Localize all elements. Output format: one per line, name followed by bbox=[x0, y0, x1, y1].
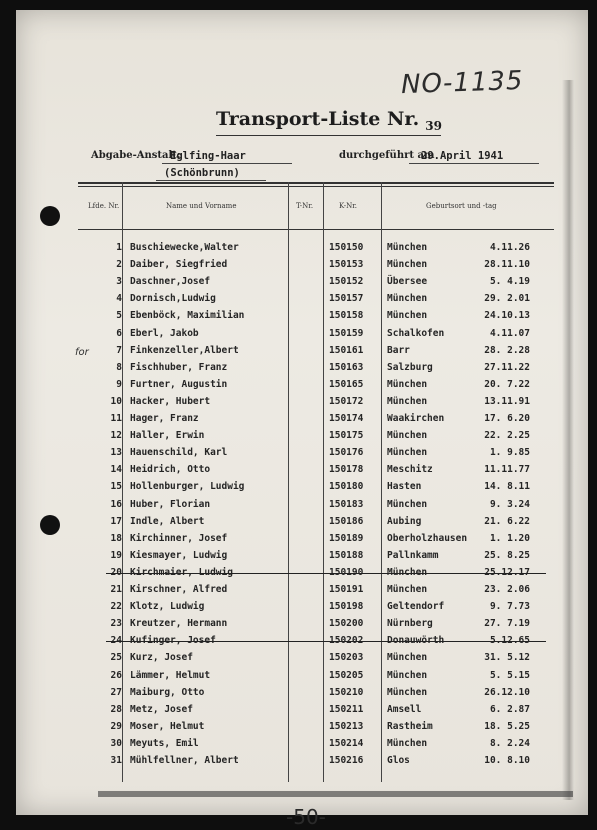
row-name: Finkenzeller,Albert bbox=[130, 344, 239, 356]
row-birthdate: 13.11.91 bbox=[484, 395, 530, 407]
row-birthplace: Barr bbox=[387, 344, 410, 356]
row-birthdate: 31. 5.12 bbox=[484, 652, 530, 664]
bottom-shadow-band bbox=[98, 791, 573, 797]
row-k-number: 150163 bbox=[329, 361, 364, 373]
row-index: 22 bbox=[110, 601, 122, 613]
table-row bbox=[16, 701, 588, 719]
row-birthplace: München bbox=[387, 293, 428, 305]
row-birthplace: München bbox=[387, 395, 428, 407]
row-k-number: 150153 bbox=[329, 259, 364, 271]
row-name: Hager, Franz bbox=[130, 413, 199, 424]
row-birthplace: München bbox=[387, 378, 428, 390]
row-birthdate: 28. 2.28 bbox=[484, 344, 530, 356]
row-name: Fischhuber, Franz bbox=[130, 361, 228, 373]
row-index: 11 bbox=[110, 413, 122, 424]
row-name: Ebenböck, Maximilian bbox=[130, 310, 245, 322]
row-name: Metz, Josef bbox=[130, 703, 193, 715]
row-birthplace: München bbox=[387, 737, 428, 749]
row-index: 24 bbox=[110, 635, 122, 647]
row-birthplace: München bbox=[387, 447, 428, 459]
row-name: Buschiewecke,Walter bbox=[130, 242, 239, 253]
row-name: Daiber, Siegfried bbox=[130, 259, 228, 271]
row-birthplace: Pallnkamm bbox=[387, 549, 439, 561]
row-k-number: 150157 bbox=[329, 293, 364, 305]
table-top-rule-2 bbox=[78, 186, 554, 187]
row-birthplace: Waakirchen bbox=[387, 413, 445, 424]
row-birthplace: Meschitz bbox=[387, 464, 433, 476]
column-header-t-nr: T-Nr. bbox=[296, 202, 314, 210]
row-name: Haller, Erwin bbox=[130, 430, 205, 442]
row-k-number: 150213 bbox=[329, 720, 364, 732]
row-index: 5 bbox=[116, 310, 122, 322]
row-k-number: 150202 bbox=[329, 635, 364, 647]
row-k-number: 150183 bbox=[329, 498, 364, 510]
row-birthplace: München bbox=[387, 430, 428, 442]
strikethrough-line bbox=[106, 573, 546, 574]
row-birthplace: Aubing bbox=[387, 515, 422, 527]
row-birthdate: 9. 3.24 bbox=[489, 498, 530, 510]
row-birthplace: München bbox=[387, 259, 428, 271]
row-k-number: 150161 bbox=[329, 344, 364, 356]
row-birthdate: 5.12.65 bbox=[489, 635, 530, 647]
column-header-birth: Geburtsort und -tag bbox=[426, 202, 497, 210]
table-row bbox=[16, 307, 588, 325]
row-k-number: 150186 bbox=[329, 515, 364, 527]
row-k-number: 150203 bbox=[329, 652, 364, 664]
row-birthdate: 21. 6.22 bbox=[484, 515, 530, 527]
row-name: Hauenschild, Karl bbox=[130, 447, 228, 459]
table-row bbox=[16, 342, 588, 360]
table-row bbox=[16, 718, 588, 736]
abgabe-sub-underline bbox=[156, 180, 266, 181]
row-index: 27 bbox=[110, 686, 122, 698]
row-index: 23 bbox=[110, 618, 122, 630]
row-birthdate: 10. 8.10 bbox=[484, 755, 530, 766]
table-row bbox=[16, 684, 588, 702]
row-birthplace: München bbox=[387, 686, 428, 698]
column-header-name: Name und Vorname bbox=[166, 202, 237, 210]
row-name: Kreutzer, Hermann bbox=[130, 618, 228, 630]
row-name: Dornisch,Ludwig bbox=[130, 293, 216, 305]
strikethrough-line bbox=[106, 641, 546, 642]
row-k-number: 150176 bbox=[329, 447, 364, 459]
row-birthdate: 29. 2.01 bbox=[484, 293, 530, 305]
row-birthdate: 18. 5.25 bbox=[484, 720, 530, 732]
row-name: Hollenburger, Ludwig bbox=[130, 481, 245, 493]
row-k-number: 150214 bbox=[329, 737, 364, 749]
table-row bbox=[16, 649, 588, 667]
row-birthdate: 1. 1.20 bbox=[489, 532, 530, 544]
row-k-number: 150158 bbox=[329, 310, 364, 322]
row-index: 17 bbox=[110, 515, 122, 527]
table-row bbox=[16, 393, 588, 411]
margin-note: for bbox=[75, 347, 89, 358]
table-row bbox=[16, 325, 588, 343]
row-name: Kirchinner, Josef bbox=[130, 532, 228, 544]
row-name: Kufinger, Josef bbox=[130, 635, 216, 647]
row-k-number: 150191 bbox=[329, 584, 364, 595]
row-index: 30 bbox=[110, 737, 122, 749]
row-name: Klotz, Ludwig bbox=[130, 601, 205, 613]
row-k-number: 150205 bbox=[329, 669, 364, 681]
row-name: Indle, Albert bbox=[130, 515, 205, 527]
abgabe-sub: (Schönbrunn) bbox=[164, 167, 240, 179]
table-row bbox=[16, 496, 588, 514]
row-index: 8 bbox=[116, 361, 122, 373]
row-k-number: 150165 bbox=[329, 378, 364, 390]
row-k-number: 150152 bbox=[329, 276, 364, 288]
row-birthdate: 5. 5.15 bbox=[489, 669, 530, 681]
table-row bbox=[16, 530, 588, 548]
row-k-number: 150198 bbox=[329, 601, 364, 613]
document-reference: NO-1135 bbox=[400, 65, 524, 101]
row-k-number: 150188 bbox=[329, 549, 364, 561]
row-birthplace: München bbox=[387, 584, 428, 595]
row-index: 10 bbox=[110, 395, 122, 407]
date-label: durchgeführt am bbox=[339, 150, 435, 161]
row-birthdate: 11.11.77 bbox=[484, 464, 530, 476]
row-k-number: 150172 bbox=[329, 395, 364, 407]
table-header-rule bbox=[78, 229, 554, 230]
row-index: 28 bbox=[110, 703, 122, 715]
row-name: Eberl, Jakob bbox=[130, 327, 199, 339]
row-birthdate: 4.11.26 bbox=[489, 242, 530, 253]
table-row bbox=[16, 547, 588, 565]
row-index: 14 bbox=[110, 464, 122, 476]
table-row bbox=[16, 615, 588, 633]
abgabe-underline bbox=[162, 163, 292, 164]
column-header-k-nr: K-Nr. bbox=[339, 202, 358, 210]
title-underline bbox=[216, 135, 441, 136]
row-name: Moser, Helmut bbox=[130, 720, 205, 732]
row-birthplace: Hasten bbox=[387, 481, 422, 493]
row-birthplace: Geltendorf bbox=[387, 601, 445, 613]
row-name: Mühlfellner, Albert bbox=[130, 755, 239, 766]
table-row bbox=[16, 410, 588, 428]
row-k-number: 150180 bbox=[329, 481, 364, 493]
row-birthplace: Rastheim bbox=[387, 720, 433, 732]
row-birthplace: Schalkofen bbox=[387, 327, 445, 339]
row-birthplace: München bbox=[387, 566, 428, 578]
table-row bbox=[16, 256, 588, 274]
row-k-number: 150216 bbox=[329, 755, 364, 766]
row-birthdate: 24.10.13 bbox=[484, 310, 530, 322]
row-index: 9 bbox=[116, 378, 122, 390]
table-row bbox=[16, 290, 588, 308]
row-birthdate: 20. 7.22 bbox=[484, 378, 530, 390]
page-number: -50- bbox=[286, 805, 326, 829]
table-row bbox=[16, 427, 588, 445]
row-index: 20 bbox=[110, 566, 122, 578]
row-name: Heidrich, Otto bbox=[130, 464, 211, 476]
row-birthdate: 14. 8.11 bbox=[484, 481, 530, 493]
row-birthdate: 17. 6.20 bbox=[484, 413, 530, 424]
table-row bbox=[16, 513, 588, 531]
date-value: 29.April 1941 bbox=[421, 150, 504, 162]
row-name: Meyuts, Emil bbox=[130, 737, 199, 749]
table-row bbox=[16, 598, 588, 616]
row-birthdate: 25. 8.25 bbox=[484, 549, 530, 561]
row-birthplace: Glos bbox=[387, 755, 410, 766]
row-index: 19 bbox=[110, 549, 122, 561]
row-index: 26 bbox=[110, 669, 122, 681]
row-index: 1 bbox=[116, 242, 122, 253]
row-index: 4 bbox=[116, 293, 122, 305]
table-row bbox=[16, 461, 588, 479]
table-row bbox=[16, 735, 588, 753]
row-index: 16 bbox=[110, 498, 122, 510]
punch-hole bbox=[40, 206, 60, 226]
row-birthplace: München bbox=[387, 498, 428, 510]
row-name: Maiburg, Otto bbox=[130, 686, 205, 698]
row-index: 13 bbox=[110, 447, 122, 459]
column-header-idx: Lfde. Nr. bbox=[88, 202, 120, 210]
row-birthdate: 28.11.10 bbox=[484, 259, 530, 271]
row-k-number: 150175 bbox=[329, 430, 364, 442]
row-name: Hacker, Hubert bbox=[130, 395, 211, 407]
row-birthplace: München bbox=[387, 652, 428, 664]
table-row bbox=[16, 359, 588, 377]
table-row bbox=[16, 667, 588, 685]
table-row bbox=[16, 581, 588, 599]
row-birthdate: 1. 9.85 bbox=[489, 447, 530, 459]
row-birthdate: 6. 2.87 bbox=[489, 703, 530, 715]
row-index: 6 bbox=[116, 327, 122, 339]
row-k-number: 150159 bbox=[329, 327, 364, 339]
title-text: Transport-Liste Nr. bbox=[216, 108, 420, 130]
table-row bbox=[16, 444, 588, 462]
row-k-number: 150190 bbox=[329, 566, 364, 578]
table-row bbox=[16, 478, 588, 496]
row-birthdate: 25.12.17 bbox=[484, 566, 530, 578]
row-birthplace: Nürnberg bbox=[387, 618, 433, 630]
row-name: Lämmer, Helmut bbox=[130, 669, 211, 681]
title-number: 39 bbox=[425, 119, 442, 133]
row-birthdate: 22. 2.25 bbox=[484, 430, 530, 442]
row-name: Kirchmaier, Ludwig bbox=[130, 566, 233, 578]
row-name: Kirschner, Alfred bbox=[130, 584, 228, 595]
row-name: Furtner, Augustin bbox=[130, 378, 228, 390]
table-row bbox=[16, 376, 588, 394]
table-top-rule bbox=[78, 182, 554, 184]
document-page bbox=[16, 10, 588, 829]
row-index: 31 bbox=[110, 755, 122, 766]
row-birthdate: 8. 2.24 bbox=[489, 737, 530, 749]
row-index: 25 bbox=[110, 652, 122, 664]
date-underline bbox=[409, 163, 539, 164]
row-birthdate: 4.11.07 bbox=[489, 327, 530, 339]
row-birthdate: 9. 7.73 bbox=[489, 601, 530, 613]
row-name: Huber, Florian bbox=[130, 498, 211, 510]
row-index: 12 bbox=[110, 430, 122, 442]
row-name: Daschner,Josef bbox=[130, 276, 211, 288]
abgabe-value: Eglfing-Haar bbox=[170, 150, 246, 162]
row-birthdate: 27. 7.19 bbox=[484, 618, 530, 630]
row-index: 15 bbox=[110, 481, 122, 493]
row-index: 29 bbox=[110, 720, 122, 732]
row-k-number: 150178 bbox=[329, 464, 364, 476]
row-birthdate: 5. 4.19 bbox=[489, 276, 530, 288]
table-row bbox=[16, 752, 588, 770]
table-row bbox=[16, 239, 588, 257]
row-index: 2 bbox=[116, 259, 122, 271]
row-k-number: 150210 bbox=[329, 686, 364, 698]
row-birthplace: München bbox=[387, 310, 428, 322]
abgabe-label: Abgabe-Anstalt: bbox=[91, 150, 181, 161]
row-k-number: 150174 bbox=[329, 413, 364, 424]
row-index: 18 bbox=[110, 532, 122, 544]
row-name: Kurz, Josef bbox=[130, 652, 193, 664]
row-birthplace: München bbox=[387, 242, 428, 253]
row-birthdate: 26.12.10 bbox=[484, 686, 530, 698]
table-row bbox=[16, 273, 588, 291]
row-k-number: 150189 bbox=[329, 532, 364, 544]
row-birthplace: Salzburg bbox=[387, 361, 433, 373]
row-index: 21 bbox=[110, 584, 122, 595]
row-birthplace: Donauwörth bbox=[387, 635, 445, 647]
row-birthdate: 27.11.22 bbox=[484, 361, 530, 373]
row-birthplace: Amsell bbox=[387, 703, 422, 715]
row-index: 3 bbox=[116, 276, 122, 288]
row-k-number: 150200 bbox=[329, 618, 364, 630]
row-birthdate: 23. 2.06 bbox=[484, 584, 530, 595]
row-birthplace: Übersee bbox=[387, 276, 428, 288]
row-name: Kiesmayer, Ludwig bbox=[130, 549, 228, 561]
row-birthplace: München bbox=[387, 669, 428, 681]
row-index: 7 bbox=[116, 344, 122, 356]
page-title bbox=[216, 108, 442, 133]
row-k-number: 150150 bbox=[329, 242, 364, 253]
row-birthplace: Oberholzhausen bbox=[387, 532, 468, 544]
row-k-number: 150211 bbox=[329, 703, 364, 715]
